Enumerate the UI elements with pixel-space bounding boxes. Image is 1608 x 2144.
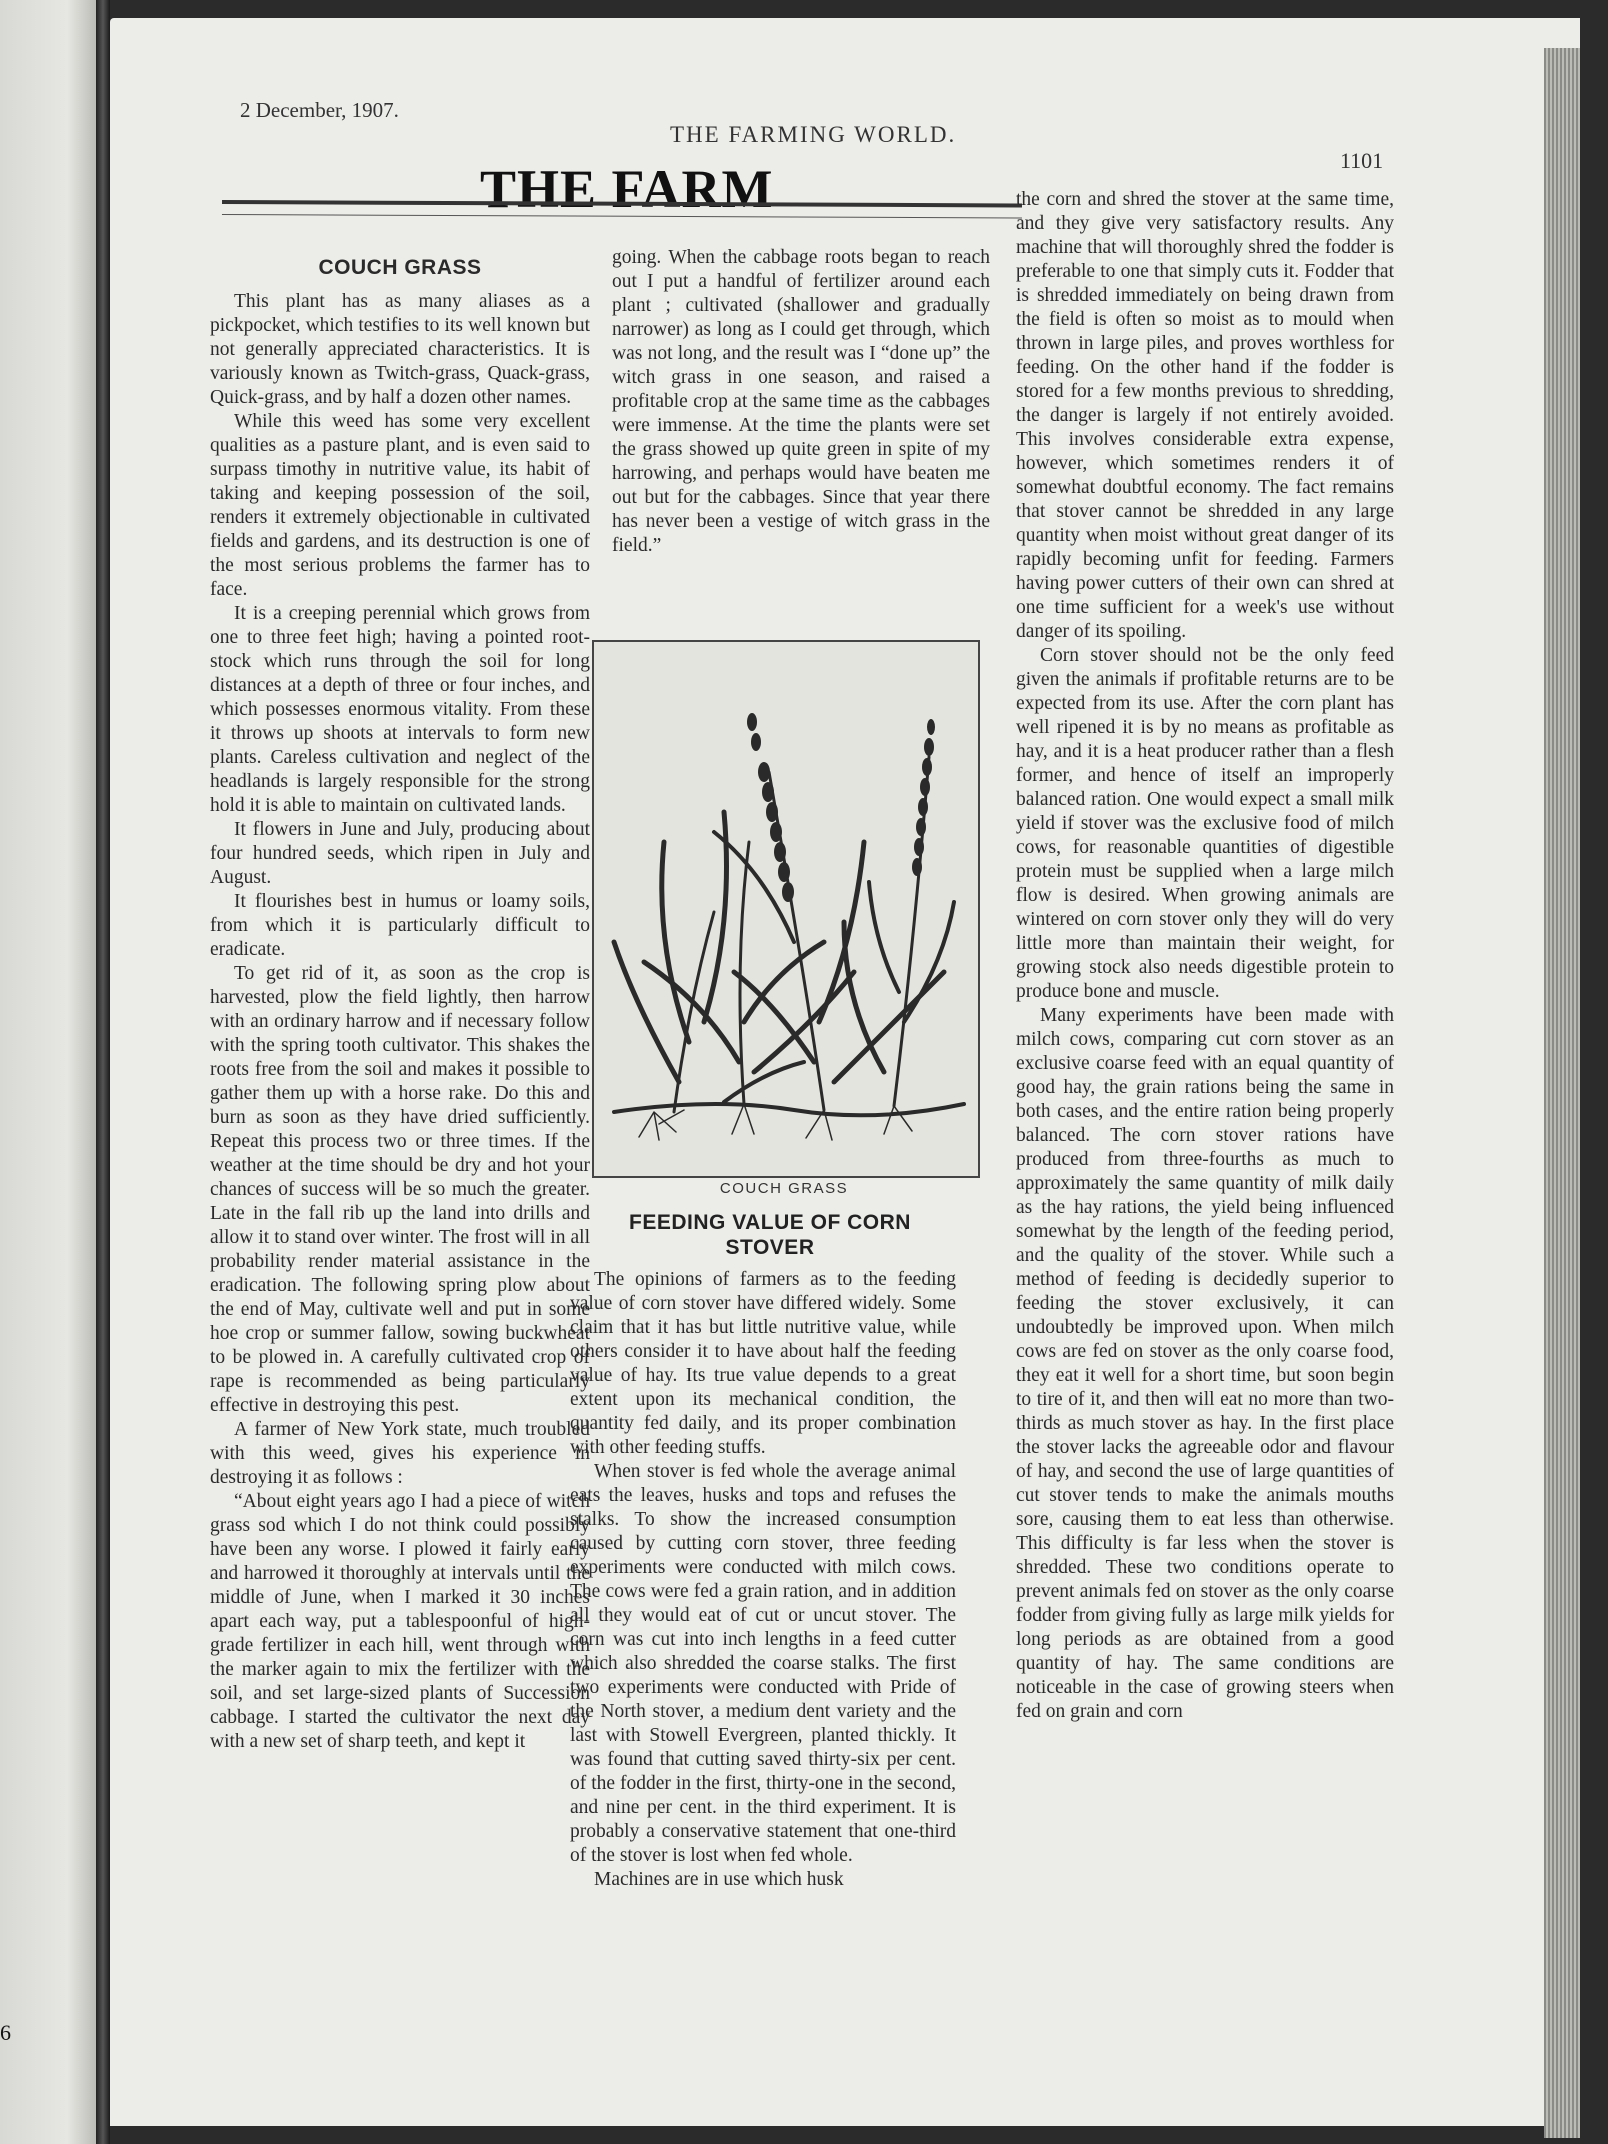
article-title-couch-grass: COUCH GRASS bbox=[318, 256, 482, 279]
couch-grass-illustration bbox=[592, 640, 980, 1178]
paragraph: It flowers in June and July, producing about four hundred seeds, which ripen in July and August. bbox=[210, 819, 590, 888]
page-edges bbox=[1544, 48, 1580, 2138]
paragraph-continued: the corn and shred the stover at the same time, and they give very satisfactory results. Any machine that will thoroughly shred the fodder is preferable to one that simply cuts it. Fodder that is shredded immediately on being drawn from the field is often so moist as to mould when thrown in large piles, and proves worthless for feeding. On the other hand if the fodder is stored for a few months previous to shredding, the danger is largely if not entirely avoided. This involves considerable extra expense, however, which sometimes renders it of somewhat doubtful economy. The fact remains that stover cannot be shredded in any large quantity when moist without great danger of its rapidly becoming unfit for feeding. Farmers having power cutters of their own can shred at one time sufficient for a week's use without danger of its spoiling. bbox=[1016, 189, 1394, 642]
issue-date: 2 December, 1907. bbox=[240, 98, 399, 122]
paragraph: Many experiments have been made with milch cows, comparing cut corn stover as an exclusive coarse feed with an equal quantity of good hay, the grain rations being the same in both cases, and the entire ration being properly balanced. The corn stover rations have produced from three-fourths as much to approximately the same quantity of milk daily as the hay rations, the yield being influenced somewhat by the length of the feeding period, and the quality of the stover. While such a method of feeding is decidedly superior to feeding the stover exclusively, it can undoubtedly be improved upon. When milch cows are fed on stover as the only coarse food, they eat it well for a short time, but soon begin to tire of it, and then will eat no more than two-thirds as much stover as hay. In the first place the stover lacks the agreeable odor and flavour of hay, and second the use of large quantities of cut stover tends to make the animals mouths sore, causing them to eat less than otherwise. This difficulty is far less when the stover is shredded. These two conditions operate to prevent animals fed on stover as the only coarse fodder from giving fully as large milk yields for long periods as are obtained from a good quantity of hay. The same conditions are noticeable in the case of growing steers when fed on grain and corn bbox=[1016, 1005, 1394, 1722]
column-2-top bbox=[612, 246, 990, 558]
paragraph: When stover is fed whole the average animal eats the leaves, husks and tops and refuses the stalks. To show the increased consumption caused by cutting corn stover, three feeding experiments were conducted with milch cows. The cows were fed a grain ration, and in addition all they would eat of cut or uncut stover. The corn was cut into inch lengths in a feed cutter which also shredded the coarse stalks. The first two experiments were conducted with Pride of the North stover, a medium dent variety and the last with Stowell Evergreen, planted thickly. It was found that cutting saved thirty-six per cent. of the fodder in the first, thirty-one in the second, and nine per cent. in the third experiment. It is probably a conservative statement that one-third of the stover is lost when fed whole. bbox=[570, 1461, 956, 1866]
paragraph: Machines are in use which husk bbox=[594, 1869, 844, 1890]
paragraph: While this weed has some very excellent qualities as a pasture plant, and is even said to surpass timothy in nutritive value, its habit of taking and keeping possession of the soil, renders it extremely objectionable in cultivated fields and gardens, and its destruction is one of the most serious problems the farmer has to face. bbox=[210, 411, 590, 600]
article-title-corn-stover: FEEDING VALUE OF CORN STOVER bbox=[629, 1211, 911, 1259]
figure-caption: COUCH GRASS bbox=[719, 1180, 849, 1197]
section-title: THE FARM bbox=[480, 159, 774, 219]
paragraph: This plant has as many aliases as a pickpocket, which testifies to its well known but not generally appreciated characteristics. It is variously known as Twitch-grass, Quack-grass, Quick-grass, and by half a dozen other names. bbox=[210, 291, 590, 408]
paragraph: To get rid of it, as soon as the crop is harvested, plow the field lightly, then harrow with an ordinary harrow and if necessary follow with the spring tooth cultivator. This shakes the roots free from the soil and makes it possible to gather them up with a horse rake. Do this and burn as soon as they have dried sufficiently. Repeat this process two or three times. If the weather at the time should be dry and hot your chances of success will be so much the greater. Late in the fall rib up the land into drills and allow it to stand over winter. The frost will in all probability render material assistance in the eradication. The following spring plow about the end of May, cultivate well and put in some hoe crop or summer fallow, sowing buckwheat to be plowed in. A carefully cultivated crop of rape is recommended as being particularly effective in destroying this pest. bbox=[210, 963, 590, 1416]
paragraph-continued: going. When the cabbage roots began to reach out I put a handful of fertilizer around each plant ; cultivated (shallower and gradually narrower) as long as I could get through, which was not long, and the result was I “done up” the witch grass in one season, and raised a profitable crop at the same time as the cabbages were immense. At the time the plants were set the grass showed up quite green in spite of my harrowing, and perhaps would have beaten me out but for the cabbages. Since that year there has never been a vestige of witch grass in the field.” bbox=[612, 247, 990, 556]
page-number: 1101 bbox=[1340, 148, 1384, 173]
paragraph: Corn stover should not be the only feed given the animals if profitable returns are to be expected from its use. After the corn plant has well ripened it is by no means as profitable as hay, and it is a heat producer rather than a flesh former, and hence of itself an improperly balanced ration. One would expect a small milk yield if stover was the exclusive food of milch cows, for reasonable quantities of digestible protein must be supplied when a large milch flow is desired. When growing animals are wintered on corn stover only they will do very little more than maintain their weight, for growing stock also needs digestible protein to produce bone and muscle. bbox=[1016, 645, 1394, 1002]
paragraph: “About eight years ago I had a piece of witch grass sod which I do not think could possibly have been any worse. I plowed it fairly early and harrowed it thoroughly at intervals until the middle of June, when I marked it 30 inches apart each way, put a tablespoonful of high-grade fertilizer in each hill, went through with the marker again to mix the fertilizer with the soil, and set large-sized plants of Succession cabbage. I started the cultivator the next day with a new set of sharp teeth, and kept it bbox=[210, 1491, 590, 1752]
column-3 bbox=[1016, 188, 1394, 1724]
paragraph: The opinions of farmers as to the feeding value of corn stover have differed widely. Some claim that it has but little nutritive value, while others consider it to have about half the feeding value of hay. Its true value depends to a great extent upon its mechanical condition, the quantity fed daily, and its proper combination with other feeding stuffs. bbox=[570, 1269, 956, 1458]
column-1 bbox=[210, 256, 590, 1754]
paragraph: It flourishes best in humus or loamy soils, from which it is particularly difficult to eradicate. bbox=[210, 891, 590, 960]
book-gutter bbox=[96, 0, 110, 2144]
facing-page bbox=[0, 0, 96, 2144]
column-2-bottom bbox=[570, 1268, 956, 1892]
paragraph: It is a creeping perennial which grows from one to three feet high; having a pointed root-stock which runs through the soil for long distances at a depth of three or four inches, and which possesses enormous vitality. From these it throws up shoots at intervals to form new plants. Careless cultivation and neglect of the headlands is largely responsible for the strong hold it is able to maintain on cultivated lands. bbox=[210, 603, 590, 816]
grass-plant-drawing bbox=[594, 642, 978, 1176]
paragraph: A farmer of New York state, much troubled with this weed, gives his experience in destroying it as follows : bbox=[210, 1419, 590, 1488]
facing-page-number: 6 bbox=[0, 2020, 11, 2045]
publication-title: THE FARMING WORLD. bbox=[670, 122, 957, 147]
